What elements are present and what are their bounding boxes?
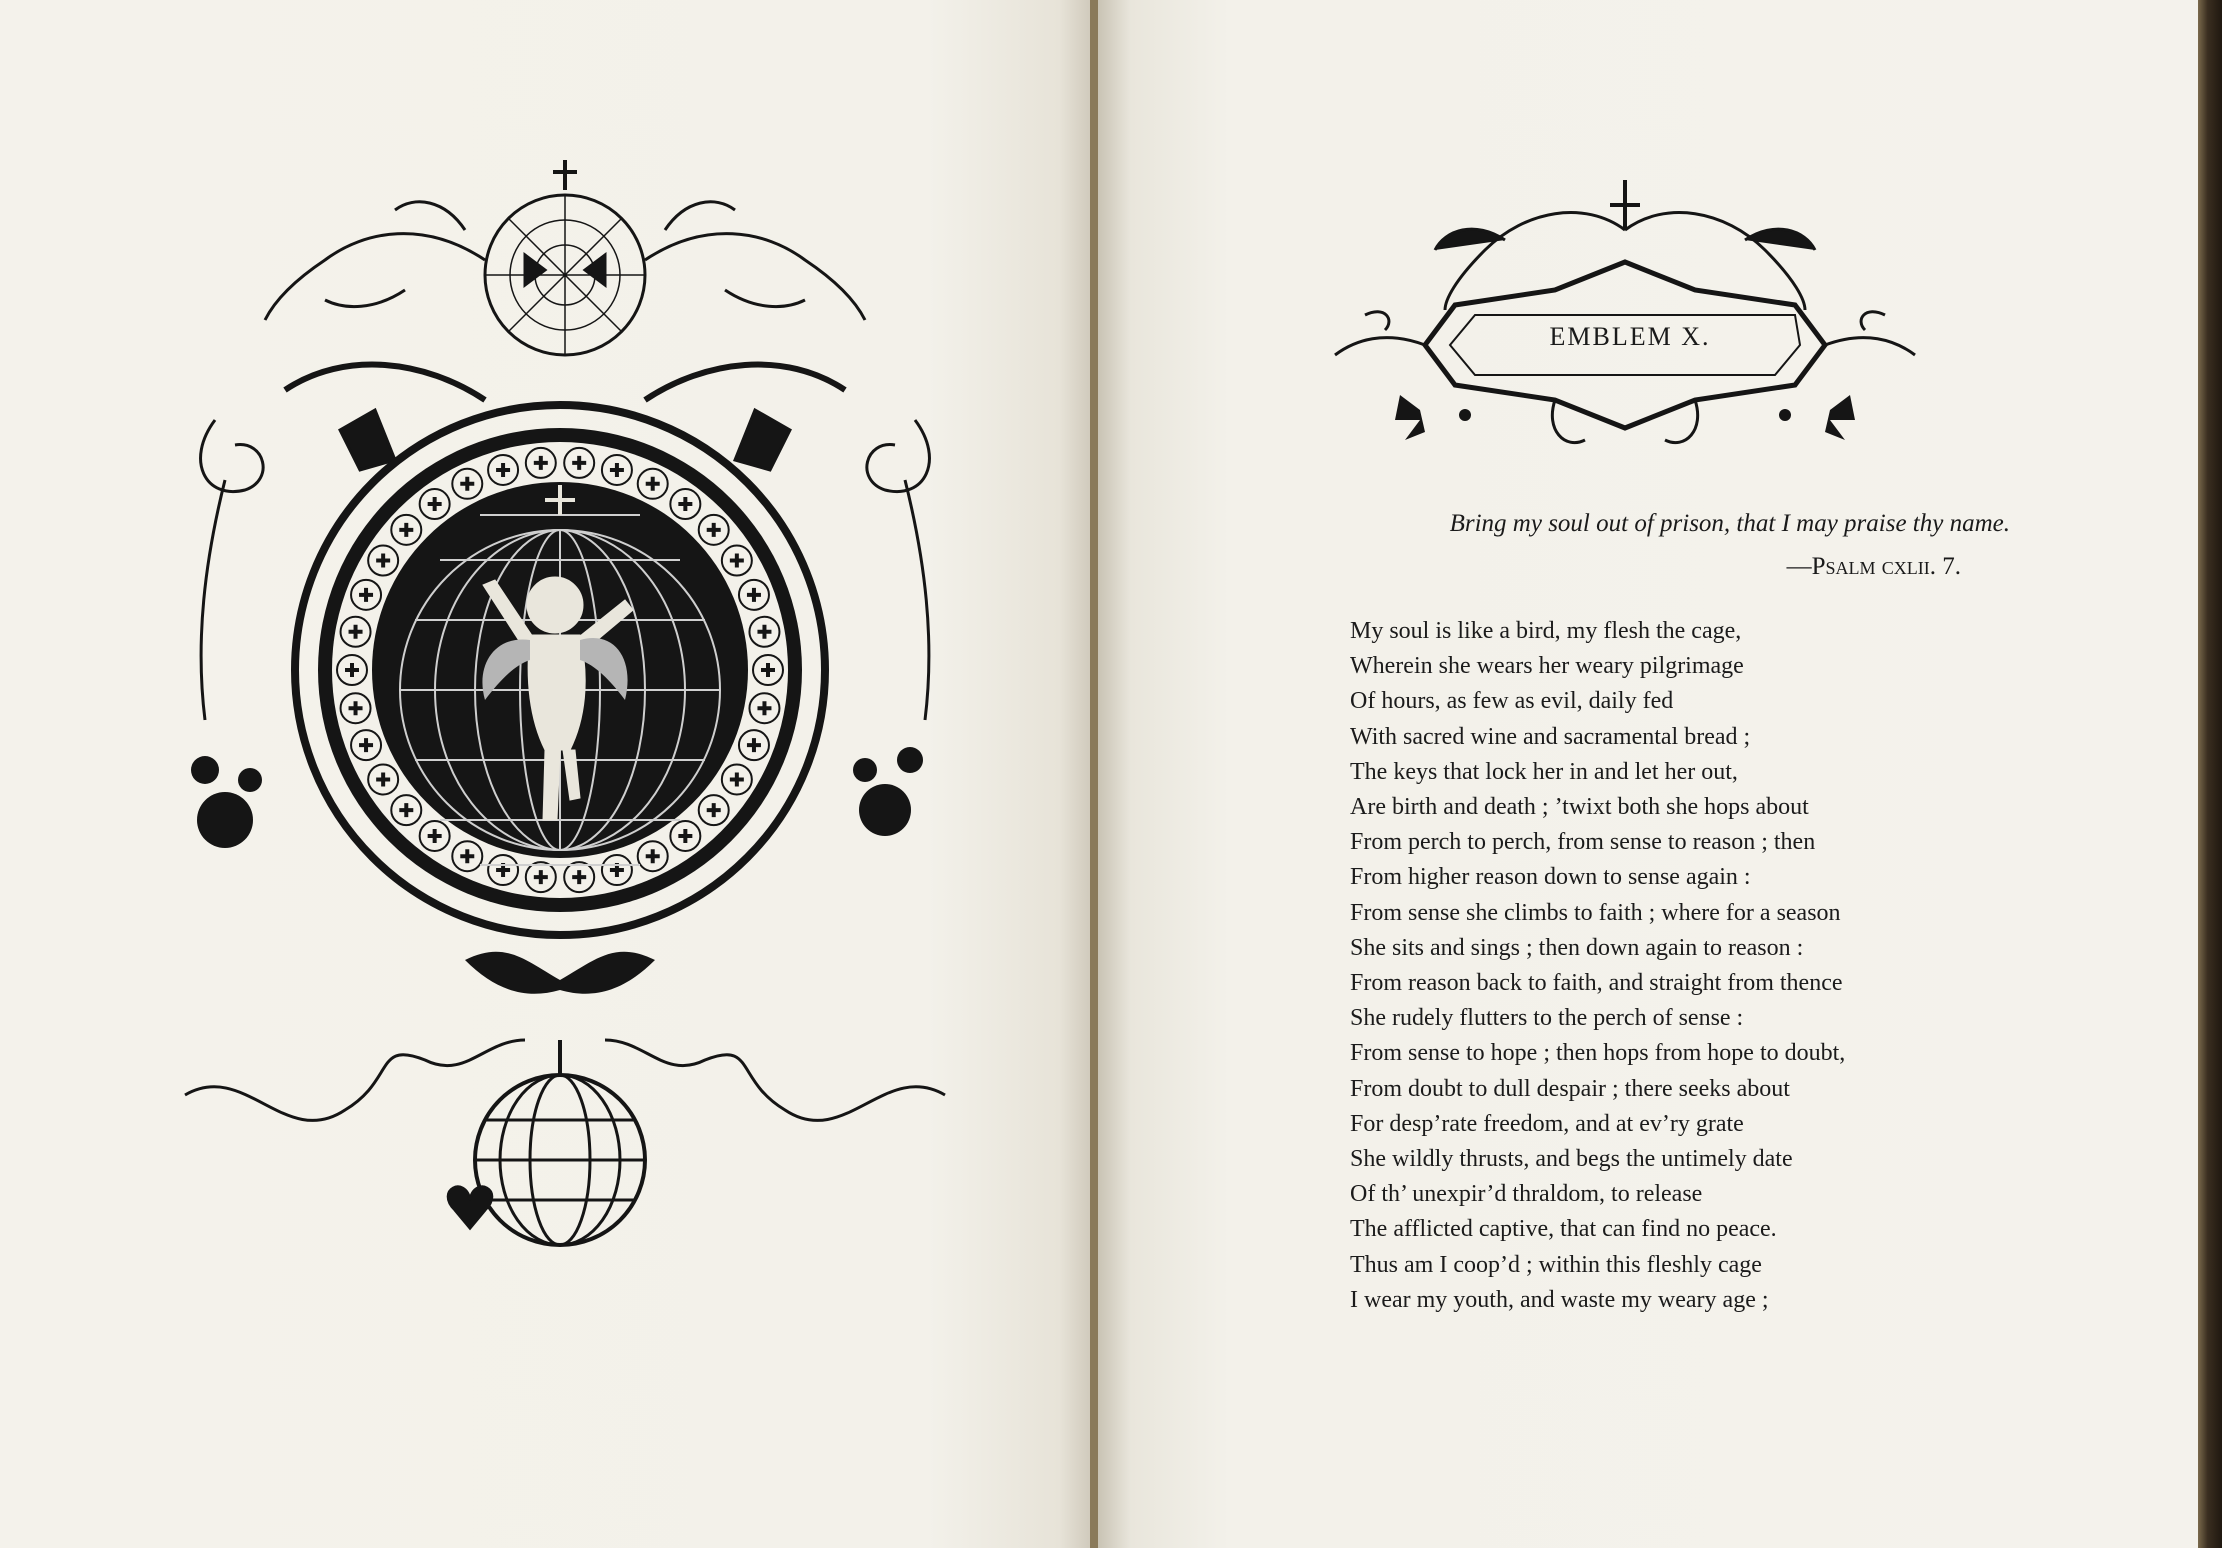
poem-line: I wear my youth, and waste my weary age ; (1350, 1286, 1769, 1313)
poem (1350, 614, 2070, 1318)
poem-line: Thus am I coop’d ; within this fleshly cage (1350, 1251, 1762, 1278)
epigraph: Bring my soul out of prison, that I may praise thy name. (1449, 510, 2010, 537)
poem-line: She rudely flutters to the perch of sense : (1350, 1005, 1744, 1032)
poem-line: With sacred wine and sacramental bread ; (1350, 723, 1751, 750)
poem-line: The keys that lock her in and let her out, (1350, 758, 1738, 785)
poem-line: From perch to perch, from sense to reason ; then (1350, 829, 1816, 856)
citation: —Psalm cxlii. 7. (1786, 553, 1961, 580)
poem-line: For desp’rate freedom, and at ev’ry grate (1350, 1110, 1744, 1137)
poem-line: She sits and sings ; then down again to reason : (1350, 934, 1804, 961)
book-edge (2198, 0, 2222, 1548)
emblem-title: EMBLEM X. (1549, 322, 1711, 351)
emblem-engraving (165, 160, 965, 1290)
poem-line: Are birth and death ; ’twixt both she hops about (1350, 794, 1809, 821)
poem-line: The afflicted captive, that can find no peace. (1350, 1216, 1777, 1243)
poem-line: From doubt to dull despair ; there seeks about (1350, 1075, 1790, 1102)
butterfly-icons (1395, 395, 1855, 440)
poem-line: My soul is like a bird, my flesh the cage, (1350, 618, 1742, 644)
poem-line: She wildly thrusts, and begs the untimely date (1350, 1146, 1793, 1173)
poem-line: Of th’ unexpir’d thraldom, to release (1350, 1181, 1703, 1208)
poem-line: Of hours, as few as evil, daily fed (1350, 688, 1674, 715)
birdcage-ribbon (185, 1040, 945, 1245)
poem-line: From reason back to faith, and straight from thence (1350, 970, 1843, 997)
poem-line: From sense to hope ; then hops from hope to doubt, (1350, 1040, 1846, 1067)
poem-line: From sense she climbs to faith ; where for a season (1350, 899, 1841, 926)
poem-line: From higher reason down to sense again : (1350, 864, 1751, 891)
poem-line: Wherein she wears her weary pilgrimage (1350, 653, 1744, 680)
spiderweb-ornament (265, 160, 865, 355)
